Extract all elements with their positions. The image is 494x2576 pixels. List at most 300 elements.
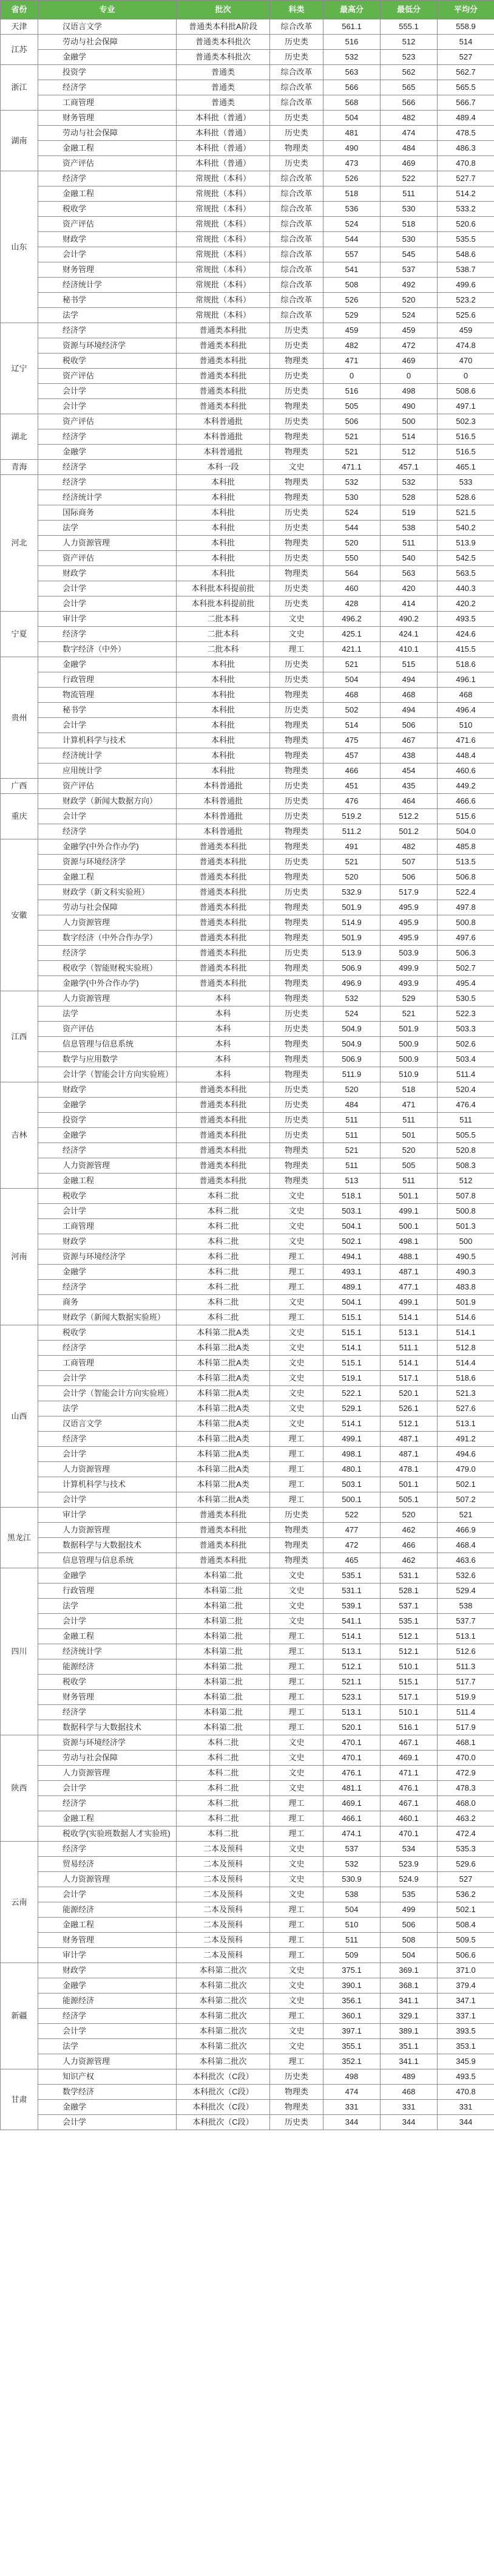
major-cell: 投资学 [38, 65, 177, 80]
major-cell: 人力资源管理 [38, 1158, 177, 1174]
min-score-cell: 512.1 [381, 1416, 438, 1432]
max-score-cell: 514.1 [323, 1341, 381, 1356]
table-row [1, 1432, 494, 1447]
table-row [1, 1204, 494, 1219]
max-score-cell: 539.1 [323, 1599, 381, 1614]
min-score-cell: 520.1 [381, 1386, 438, 1401]
avg-score-cell: 519.9 [438, 1690, 494, 1705]
avg-score-cell: 518.6 [438, 657, 494, 672]
max-score-cell: 541.1 [323, 1614, 381, 1629]
batch-cell: 本科批（普通） [177, 111, 270, 126]
min-score-cell: 534 [381, 1842, 438, 1857]
category-cell: 文史 [270, 1584, 323, 1599]
category-cell: 历史类 [270, 794, 323, 809]
avg-score-cell: 506.3 [438, 946, 494, 961]
batch-cell: 二批本科 [177, 627, 270, 642]
category-cell: 历史类 [270, 551, 323, 566]
table-row [1, 1234, 494, 1249]
max-score-cell: 457 [323, 748, 381, 764]
max-score-cell: 511.9 [323, 1067, 381, 1082]
major-cell: 金融学 [38, 1128, 177, 1143]
batch-cell: 二批本科 [177, 642, 270, 657]
major-cell: 人力资源管理 [38, 1523, 177, 1538]
min-score-cell: 341.1 [381, 1993, 438, 2009]
table-row [1, 688, 494, 703]
avg-score-cell: 530.5 [438, 991, 494, 1006]
table-row [1, 1705, 494, 1720]
major-cell: 会计学 [38, 809, 177, 824]
table-row [1, 1082, 494, 1098]
category-cell: 理工 [270, 1447, 323, 1462]
table-row [1, 1538, 494, 1553]
max-score-cell: 541 [323, 262, 381, 278]
table-row [1, 1781, 494, 1796]
category-cell: 物理类 [270, 991, 323, 1006]
major-cell: 会计学 [38, 2115, 177, 2130]
table-row [1, 1356, 494, 1371]
avg-score-cell: 493.5 [438, 612, 494, 627]
table-row [1, 1189, 494, 1204]
major-cell: 资源与环境经济学 [38, 338, 177, 354]
province-cell: 宁夏 [1, 612, 38, 657]
major-cell: 秘书学 [38, 293, 177, 308]
max-score-cell: 503.1 [323, 1204, 381, 1219]
max-score-cell: 352.1 [323, 2054, 381, 2069]
table-row [1, 839, 494, 855]
table-row [1, 1993, 494, 2009]
batch-cell: 本科二批 [177, 1735, 270, 1751]
category-cell: 物理类 [270, 1553, 323, 1568]
table-row [1, 1644, 494, 1659]
avg-score-cell: 516.5 [438, 429, 494, 445]
max-score-cell: 509 [323, 1948, 381, 1963]
table-row [1, 2100, 494, 2115]
max-score-cell: 514 [323, 718, 381, 733]
major-cell: 税收学(实验班数据人才实验班) [38, 1826, 177, 1842]
batch-cell: 普通类本科批 [177, 384, 270, 399]
max-score-cell: 496.2 [323, 612, 381, 627]
batch-cell: 普通类本科批 [177, 885, 270, 900]
max-score-cell: 480.1 [323, 1462, 381, 1477]
table-row [1, 399, 494, 414]
avg-score-cell: 502.1 [438, 1902, 494, 1918]
category-cell: 文史 [270, 1325, 323, 1341]
avg-score-cell: 491.2 [438, 1432, 494, 1447]
major-cell: 经济学 [38, 171, 177, 186]
min-score-cell: 537 [381, 262, 438, 278]
min-score-cell: 506 [381, 1918, 438, 1933]
category-cell: 物理类 [270, 1538, 323, 1553]
major-cell: 计算机科学与技术 [38, 733, 177, 748]
category-cell: 综合改革 [270, 293, 323, 308]
batch-cell: 本科批 [177, 688, 270, 703]
min-score-cell: 499 [381, 1902, 438, 1918]
max-score-cell: 515.1 [323, 1310, 381, 1325]
min-score-cell: 462 [381, 1523, 438, 1538]
avg-score-cell: 521.3 [438, 1386, 494, 1401]
batch-cell: 本科第二批A类 [177, 1325, 270, 1341]
batch-cell: 本科第二批 [177, 1629, 270, 1644]
avg-score-cell: 459 [438, 323, 494, 338]
min-score-cell: 329.1 [381, 2009, 438, 2024]
min-score-cell: 462 [381, 1553, 438, 1568]
min-score-cell: 341.1 [381, 2054, 438, 2069]
avg-score-cell: 468 [438, 688, 494, 703]
min-score-cell: 500 [381, 414, 438, 429]
min-score-cell: 459 [381, 323, 438, 338]
avg-score-cell: 505.5 [438, 1128, 494, 1143]
min-score-cell: 368.1 [381, 1978, 438, 1993]
batch-cell: 二本及预科 [177, 1887, 270, 1902]
max-score-cell: 518.1 [323, 1189, 381, 1204]
category-cell: 综合改革 [270, 80, 323, 95]
max-score-cell: 506 [323, 414, 381, 429]
batch-cell: 常规批（本科） [177, 232, 270, 247]
major-cell: 税收学 [38, 354, 177, 369]
batch-cell: 普通类本科批 [177, 1174, 270, 1189]
batch-cell: 普通类 [177, 65, 270, 80]
batch-cell: 本科第二批 [177, 1720, 270, 1735]
table-row [1, 657, 494, 672]
avg-score-cell: 353.1 [438, 2039, 494, 2054]
batch-cell: 普通类本科批 [177, 399, 270, 414]
table-row [1, 1629, 494, 1644]
category-cell: 历史类 [270, 672, 323, 688]
max-score-cell: 521 [323, 1143, 381, 1158]
avg-score-cell: 496.1 [438, 672, 494, 688]
major-cell: 法学 [38, 1401, 177, 1416]
table-row [1, 1401, 494, 1416]
min-score-cell: 493.9 [381, 976, 438, 991]
batch-cell: 本科二批 [177, 1781, 270, 1796]
major-cell: 会计学（智能会计方向实验班） [38, 1067, 177, 1082]
avg-score-cell: 489.4 [438, 111, 494, 126]
avg-score-cell: 472.4 [438, 1826, 494, 1842]
avg-score-cell: 485.8 [438, 839, 494, 855]
province-cell: 山东 [1, 171, 38, 323]
category-cell: 历史类 [270, 779, 323, 794]
avg-score-cell: 565.5 [438, 80, 494, 95]
max-score-cell: 496.9 [323, 976, 381, 991]
table-row [1, 1796, 494, 1811]
min-score-cell: 506 [381, 870, 438, 885]
table-row [1, 718, 494, 733]
province-cell: 四川 [1, 1568, 38, 1735]
avg-score-cell: 472.9 [438, 1766, 494, 1781]
table-row [1, 1098, 494, 1113]
min-score-cell: 515 [381, 657, 438, 672]
category-cell: 历史类 [270, 596, 323, 612]
category-cell: 理工 [270, 1811, 323, 1826]
table-row [1, 991, 494, 1006]
major-cell: 资产评估 [38, 779, 177, 794]
table-row [1, 429, 494, 445]
major-cell: 经济学 [38, 1341, 177, 1356]
table-row [1, 900, 494, 915]
batch-cell: 本科批 [177, 521, 270, 536]
batch-cell: 本科第二批次 [177, 2039, 270, 2054]
category-cell: 物理类 [270, 429, 323, 445]
avg-score-cell: 532.6 [438, 1568, 494, 1584]
table-row [1, 885, 494, 900]
max-score-cell: 484 [323, 1098, 381, 1113]
batch-cell: 本科二批 [177, 1204, 270, 1219]
table-row [1, 1887, 494, 1902]
avg-score-cell: 514.6 [438, 1310, 494, 1325]
batch-cell: 普通类本科批 [177, 946, 270, 961]
avg-score-cell: 345.9 [438, 2054, 494, 2069]
avg-score-cell: 533 [438, 475, 494, 490]
major-cell: 数学经济 [38, 2085, 177, 2100]
avg-score-cell: 509.5 [438, 1933, 494, 1948]
batch-cell: 本科批 [177, 475, 270, 490]
major-cell: 数字经济（中外合作办学） [38, 931, 177, 946]
major-cell: 法学 [38, 1599, 177, 1614]
min-score-cell: 524.9 [381, 1872, 438, 1887]
batch-cell: 本科批 [177, 748, 270, 764]
table-row [1, 1067, 494, 1082]
max-score-cell: 521 [323, 445, 381, 460]
avg-score-cell: 471.6 [438, 733, 494, 748]
province-cell: 安徽 [1, 839, 38, 991]
max-score-cell: 499.1 [323, 1432, 381, 1447]
max-score-cell: 459 [323, 323, 381, 338]
table-row [1, 2085, 494, 2100]
category-cell: 理工 [270, 1690, 323, 1705]
avg-score-cell: 497.6 [438, 931, 494, 946]
category-cell: 理工 [270, 1918, 323, 1933]
table-row [1, 1675, 494, 1690]
table-row [1, 1492, 494, 1508]
min-score-cell: 532 [381, 475, 438, 490]
min-score-cell: 524 [381, 308, 438, 323]
batch-cell: 本科普通批 [177, 414, 270, 429]
table-row [1, 414, 494, 429]
avg-score-cell: 558.9 [438, 19, 494, 35]
max-score-cell: 360.1 [323, 2009, 381, 2024]
min-score-cell: 510.1 [381, 1659, 438, 1675]
batch-cell: 普通类本科批 [177, 354, 270, 369]
category-cell: 历史类 [270, 384, 323, 399]
max-score-cell: 530 [323, 490, 381, 505]
category-cell: 综合改革 [270, 202, 323, 217]
province-cell: 湖南 [1, 111, 38, 171]
major-cell: 会计学 [38, 1371, 177, 1386]
min-score-cell: 470.1 [381, 1826, 438, 1842]
batch-cell: 普通类本科批 [177, 976, 270, 991]
min-score-cell: 512 [381, 445, 438, 460]
table-row [1, 1477, 494, 1492]
min-score-cell: 0 [381, 369, 438, 384]
table-header [1, 1, 494, 19]
batch-cell: 普通类本科批 [177, 1538, 270, 1553]
major-cell: 会计学 [38, 247, 177, 262]
avg-score-cell: 474.8 [438, 338, 494, 354]
major-cell: 经济统计学 [38, 278, 177, 293]
max-score-cell: 518 [323, 186, 381, 202]
category-cell: 文史 [270, 1842, 323, 1857]
batch-cell: 二本及预科 [177, 1857, 270, 1872]
batch-cell: 本科批 [177, 718, 270, 733]
table-row [1, 1523, 494, 1538]
batch-cell: 普通类本科批 [177, 1098, 270, 1113]
category-cell: 理工 [270, 1675, 323, 1690]
major-cell: 资产评估 [38, 217, 177, 232]
max-score-cell: 471.1 [323, 460, 381, 475]
category-cell: 历史类 [270, 323, 323, 338]
category-cell: 文史 [270, 1371, 323, 1386]
min-score-cell: 424.1 [381, 627, 438, 642]
major-cell: 财务管理 [38, 1690, 177, 1705]
min-score-cell: 495.9 [381, 915, 438, 931]
min-score-cell: 487.1 [381, 1265, 438, 1280]
min-score-cell: 495.9 [381, 900, 438, 915]
avg-score-cell: 548.6 [438, 247, 494, 262]
min-score-cell: 500.9 [381, 1052, 438, 1067]
table-row [1, 156, 494, 171]
major-cell: 经济学 [38, 323, 177, 338]
min-score-cell: 469 [381, 354, 438, 369]
batch-cell: 普通类本科批 [177, 900, 270, 915]
table-row [1, 855, 494, 870]
avg-score-cell: 476.4 [438, 1098, 494, 1113]
category-cell: 文史 [270, 627, 323, 642]
max-score-cell: 504.1 [323, 1219, 381, 1234]
avg-score-cell: 537.7 [438, 1614, 494, 1629]
major-cell: 经济学 [38, 1705, 177, 1720]
major-cell: 经济统计学 [38, 1644, 177, 1659]
min-score-cell: 518 [381, 1082, 438, 1098]
major-cell: 审计学 [38, 1948, 177, 1963]
min-score-cell: 467.1 [381, 1735, 438, 1751]
max-score-cell: 469.1 [323, 1796, 381, 1811]
category-cell: 历史类 [270, 703, 323, 718]
min-score-cell: 472 [381, 338, 438, 354]
category-cell: 综合改革 [270, 65, 323, 80]
min-score-cell: 464 [381, 794, 438, 809]
category-cell: 理工 [270, 2009, 323, 2024]
major-cell: 人力资源管理 [38, 991, 177, 1006]
table-row [1, 1462, 494, 1477]
table-row [1, 1584, 494, 1599]
major-cell: 金融工程 [38, 186, 177, 202]
max-score-cell: 521.1 [323, 1675, 381, 1690]
header-row [1, 1, 494, 19]
table-row [1, 1508, 494, 1523]
min-score-cell: 530 [381, 202, 438, 217]
category-cell: 文史 [270, 1189, 323, 1204]
min-score-cell: 563 [381, 566, 438, 581]
major-cell: 会计学 [38, 2024, 177, 2039]
major-cell: 资产评估 [38, 156, 177, 171]
batch-cell: 本科批 [177, 764, 270, 779]
category-cell: 物理类 [270, 748, 323, 764]
avg-score-cell: 424.6 [438, 627, 494, 642]
table-row [1, 536, 494, 551]
batch-cell: 本科第二批A类 [177, 1371, 270, 1386]
max-score-cell: 511 [323, 1113, 381, 1128]
min-score-cell: 468 [381, 688, 438, 703]
max-score-cell: 428 [323, 596, 381, 612]
major-cell: 金融学(中外合作办学) [38, 839, 177, 855]
table-row [1, 2009, 494, 2024]
min-score-cell: 520 [381, 293, 438, 308]
major-cell: 金融工程 [38, 1174, 177, 1189]
category-cell: 综合改革 [270, 217, 323, 232]
avg-score-cell: 511.3 [438, 1659, 494, 1675]
max-score-cell: 474 [323, 2085, 381, 2100]
table-row [1, 1249, 494, 1265]
batch-cell: 本科第二批A类 [177, 1386, 270, 1401]
category-cell: 物理类 [270, 354, 323, 369]
max-score-cell: 538 [323, 1887, 381, 1902]
avg-score-cell: 508.4 [438, 1918, 494, 1933]
avg-score-cell: 460.6 [438, 764, 494, 779]
category-cell: 物理类 [270, 566, 323, 581]
category-cell: 历史类 [270, 521, 323, 536]
min-score-cell: 523 [381, 50, 438, 65]
table-row [1, 1933, 494, 1948]
avg-score-cell: 502.1 [438, 1477, 494, 1492]
min-score-cell: 565 [381, 80, 438, 95]
category-cell: 物理类 [270, 141, 323, 156]
min-score-cell: 471 [381, 1098, 438, 1113]
batch-cell: 本科第二批次 [177, 2054, 270, 2069]
category-cell: 综合改革 [270, 186, 323, 202]
category-cell: 历史类 [270, 581, 323, 596]
major-cell: 会计学 [38, 1614, 177, 1629]
avg-score-cell: 529.4 [438, 1584, 494, 1599]
min-score-cell: 498.1 [381, 1234, 438, 1249]
table-row [1, 748, 494, 764]
batch-cell: 本科二批 [177, 1280, 270, 1295]
major-cell: 数据科学与大数据技术 [38, 1538, 177, 1553]
table-row [1, 1918, 494, 1933]
table-row [1, 475, 494, 490]
province-cell: 甘肃 [1, 2069, 38, 2130]
major-cell: 金融工程 [38, 141, 177, 156]
max-score-cell: 451 [323, 779, 381, 794]
table-row [1, 733, 494, 748]
batch-cell: 普通类本科批 [177, 855, 270, 870]
batch-cell: 本科 [177, 1052, 270, 1067]
category-cell: 历史类 [270, 1508, 323, 1523]
max-score-cell: 515.1 [323, 1325, 381, 1341]
table-row [1, 2115, 494, 2130]
table-row [1, 1690, 494, 1705]
avg-score-cell: 470.8 [438, 156, 494, 171]
category-cell: 理工 [270, 1933, 323, 1948]
category-cell: 物理类 [270, 764, 323, 779]
table-row [1, 779, 494, 794]
major-cell: 财政学 [38, 1234, 177, 1249]
batch-cell: 本科第二批A类 [177, 1356, 270, 1371]
batch-cell: 本科第二批 [177, 1690, 270, 1705]
batch-cell: 常规批（本科） [177, 202, 270, 217]
category-cell: 综合改革 [270, 95, 323, 111]
category-cell: 历史类 [270, 35, 323, 50]
batch-cell: 普通类本科批 [177, 961, 270, 976]
max-score-cell: 466.1 [323, 1811, 381, 1826]
major-cell: 金融工程 [38, 1811, 177, 1826]
major-cell: 资产评估 [38, 414, 177, 429]
avg-score-cell: 513.1 [438, 1629, 494, 1644]
max-score-cell: 473 [323, 156, 381, 171]
major-cell: 资产评估 [38, 1022, 177, 1037]
category-cell: 历史类 [270, 1098, 323, 1113]
min-score-cell: 494 [381, 703, 438, 718]
max-score-cell: 564 [323, 566, 381, 581]
